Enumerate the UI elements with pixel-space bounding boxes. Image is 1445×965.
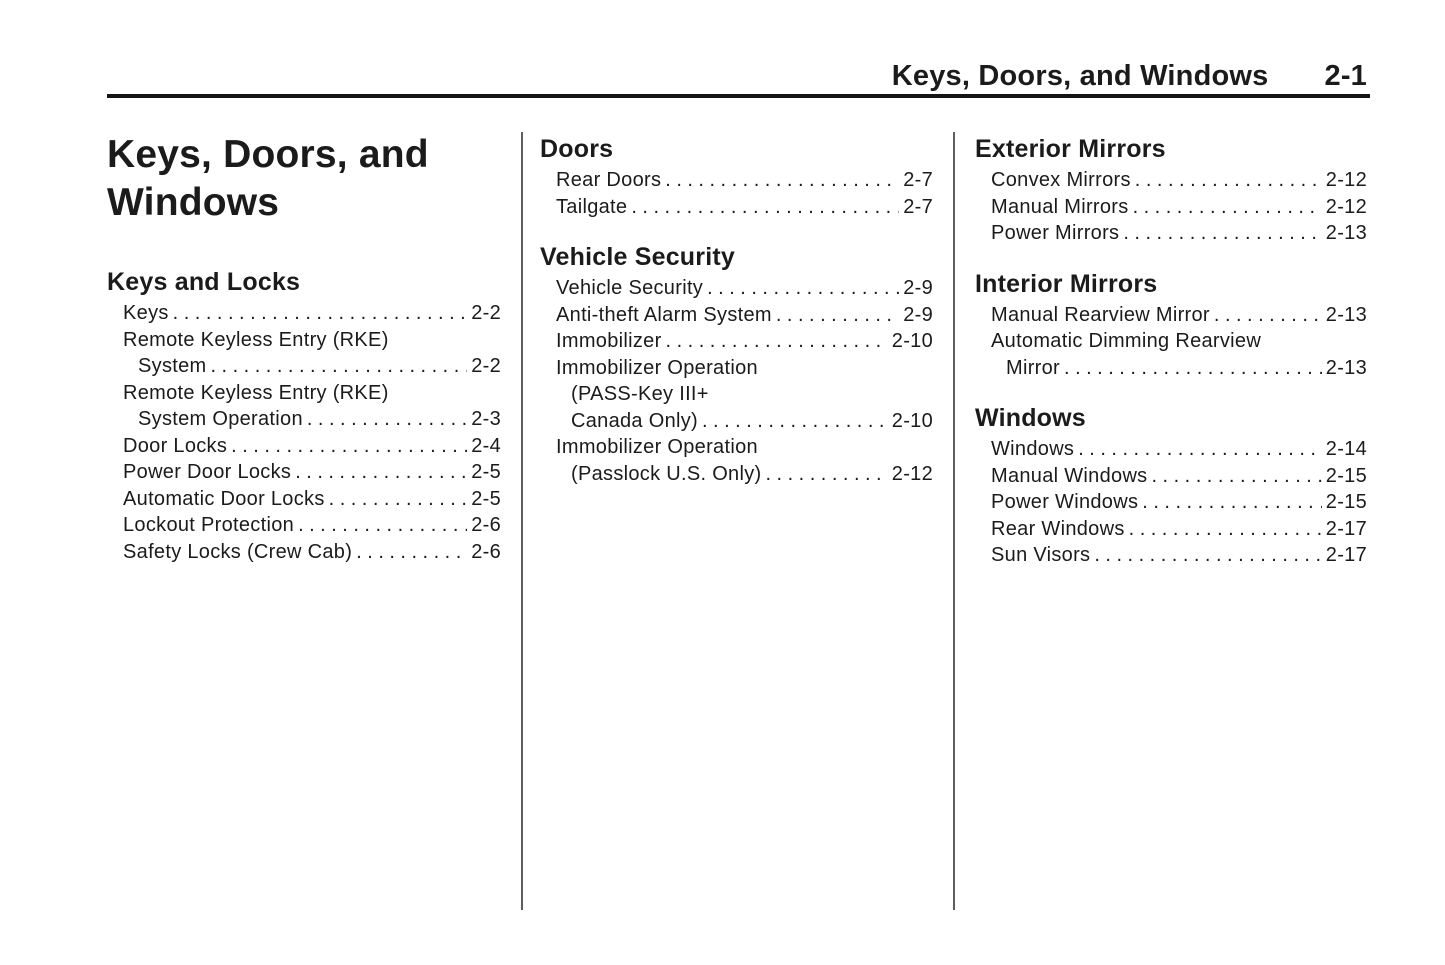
toc-entry-label: Immobilizer [556,330,662,352]
toc-entry-line [556,167,933,194]
toc-entry-label: Canada Only) [571,409,698,432]
toc-entry-line [123,459,501,486]
toc-entry [107,327,501,380]
toc-page-number: 2-3 [471,408,501,430]
section-heading: Doors [540,135,614,163]
toc-entry [975,220,1367,247]
toc-entry-line [991,436,1367,463]
toc-entry-line [123,486,501,513]
toc-entry [107,539,501,566]
toc-entry-line [123,327,501,354]
toc-entry [975,302,1367,329]
toc-entry [540,434,933,487]
dot-leader [1064,355,1322,382]
toc-entry [107,433,501,460]
toc-page-number: 2-4 [471,434,501,457]
toc-entry-label: Power Door Locks [123,461,292,483]
toc-page-number: 2-17 [1325,544,1367,566]
toc-page-number: 2-17 [1325,517,1367,540]
toc-entry [107,486,501,513]
toc-entry-label: Power Windows [991,491,1139,513]
toc-entry-line [991,489,1367,516]
chapter-title: Keys, Doors, and Windows [107,133,429,224]
dot-leader [707,275,899,302]
toc-entry-label: Immobilizer Operation [556,356,758,379]
toc-entry-label: Mirror [1006,356,1061,379]
toc-entry [540,328,933,355]
running-header [892,60,1367,93]
toc-entry-label: Manual Mirrors [991,195,1129,218]
toc-entry [975,167,1367,194]
toc-entry [540,302,933,329]
toc-section [975,269,1367,382]
dot-leader [231,433,467,460]
section-heading: Exterior Mirrors [975,135,1166,163]
dot-leader [1152,463,1322,490]
toc-entry-label: Anti-theft Alarm System [556,303,772,326]
toc-page-number: 2-5 [471,487,501,510]
toc-page-number: 2-9 [903,303,933,326]
toc-entry-line [556,355,933,382]
toc-entry-label: Keys [123,302,169,324]
toc-entry-line [991,302,1367,329]
toc-section [975,403,1367,569]
toc-page-number: 2-10 [891,330,933,352]
toc-page-number: 2-15 [1325,491,1367,513]
dot-leader [329,486,468,513]
toc-entry-label: (Passlock U.S. Only) [571,462,762,485]
toc-entry-label: Rear Windows [991,517,1125,540]
dot-leader [702,408,888,435]
dot-leader [1133,194,1322,221]
toc-entry-line [556,275,933,302]
dot-leader [295,459,467,486]
toc-section [540,134,933,220]
toc-page-number: 2-14 [1325,438,1367,460]
toc-entry-line [991,220,1367,247]
toc-page-number: 2-7 [903,169,933,191]
dot-leader [665,167,899,194]
toc-entry [975,328,1367,381]
toc-entry-label: Tailgate [556,195,628,218]
toc-column-2 [540,128,933,487]
dot-leader [776,302,899,329]
toc-entry-line [991,542,1367,569]
toc-entry-label: Convex Mirrors [991,169,1131,191]
section-heading: Windows [975,404,1086,432]
toc-entry-line [123,353,501,380]
toc-page-number: 2-7 [903,195,933,218]
toc-entry-label: (PASS-Key III+ [571,383,709,405]
dot-leader [1078,436,1322,463]
dot-leader [298,512,467,539]
toc-entry-label: Manual Windows [991,464,1148,487]
toc-entry-line [556,381,933,408]
dot-leader [1142,489,1321,516]
toc-entry-line [123,539,501,566]
toc-entry-line [991,463,1367,490]
section-heading: Vehicle Security [540,243,735,271]
toc-entry-line [991,328,1367,355]
section-heading: Keys and Locks [107,268,301,296]
toc-entry [107,300,501,327]
toc-page-number: 2-12 [1325,195,1367,218]
toc-page-number: 2-6 [471,540,501,563]
toc-entry [540,275,933,302]
toc-entry-line [556,302,933,329]
toc-entry-line [123,512,501,539]
toc-entry-label: Automatic Door Locks [123,487,325,510]
toc-entry-line [991,355,1367,382]
toc-column-1 [107,128,501,565]
dot-leader [173,300,468,327]
toc-column-1-sections [107,267,501,565]
toc-page-number: 2-13 [1325,303,1367,326]
toc-entry [107,512,501,539]
toc-entry-label: System Operation [138,408,303,430]
toc-page-number: 2-12 [1325,169,1367,191]
running-header-title: Keys, Doors, and Windows [891,60,1269,92]
dot-leader [307,406,467,433]
toc-entry-label: Power Mirrors [991,222,1120,244]
toc-entry [975,516,1367,543]
dot-leader [356,539,467,566]
toc-page-number: 2-9 [903,277,933,299]
toc-entry-line [991,167,1367,194]
dot-leader [1214,302,1322,329]
toc-section [107,267,501,565]
toc-entry-label: Manual Rearview Mirror [991,303,1210,326]
toc-entry-line [556,434,933,461]
dot-leader [631,194,899,221]
toc-entry-label: Lockout Protection [123,514,295,536]
toc-entry-line [123,406,501,433]
toc-page-number: 2-6 [471,514,501,536]
toc-entry-label: Automatic Dimming Rearview [991,330,1262,352]
toc-entry [107,380,501,433]
toc-entry-line [556,461,933,488]
toc-column-2-sections [540,134,933,487]
running-header-page-number: 2-1 [1324,60,1367,92]
toc-entry-label: System [138,355,207,377]
section-heading: Interior Mirrors [975,269,1158,298]
toc-page-number: 2-12 [891,462,933,485]
toc-entry-line [991,194,1367,221]
toc-page-number: 2-2 [471,355,501,377]
toc-entry-line [123,300,501,327]
toc-page-number: 2-13 [1325,222,1367,244]
toc-page-number: 2-13 [1325,356,1367,379]
toc-entry [975,436,1367,463]
toc-columns [107,128,1367,910]
toc-entry-line [123,433,501,460]
toc-entry [107,459,501,486]
dot-leader [1129,516,1322,543]
column-divider-1 [521,132,523,910]
toc-entry-label: Rear Doors [556,169,662,191]
toc-section [975,134,1367,247]
toc-entry-label: Immobilizer Operation [556,436,758,458]
toc-entry-line [556,408,933,435]
toc-entry-label: Door Locks [123,434,228,457]
toc-entry-label: Vehicle Security [556,277,704,299]
dot-leader [1094,542,1321,569]
dot-leader [210,353,467,380]
toc-entry [540,167,933,194]
toc-entry-label: Windows [991,438,1075,460]
column-divider-2 [953,132,955,910]
toc-column-3-sections [975,134,1367,569]
toc-entry-label: Safety Locks (Crew Cab) [123,540,353,563]
dot-leader [1123,220,1321,247]
toc-entry-label: Remote Keyless Entry (RKE) [123,328,389,351]
toc-entry [540,355,933,435]
header-rule [107,94,1370,98]
dot-leader [1135,167,1322,194]
toc-entry [540,194,933,221]
toc-entry [975,463,1367,490]
dot-leader [666,328,888,355]
toc-entry [975,194,1367,221]
toc-entry-label: Sun Visors [991,544,1091,566]
toc-entry [975,542,1367,569]
toc-page-number: 2-2 [471,302,501,324]
toc-entry-line [556,328,933,355]
toc-entry-label: Remote Keyless Entry (RKE) [123,381,389,404]
toc-page-number: 2-15 [1325,464,1367,487]
toc-section [540,242,933,487]
toc-page-number: 2-5 [471,461,501,483]
toc-entry-line [556,194,933,221]
toc-entry-line [123,380,501,407]
dot-leader [765,461,887,488]
toc-entry [975,489,1367,516]
toc-entry-line [991,516,1367,543]
toc-page-number: 2-10 [891,409,933,432]
toc-column-3 [975,128,1367,569]
